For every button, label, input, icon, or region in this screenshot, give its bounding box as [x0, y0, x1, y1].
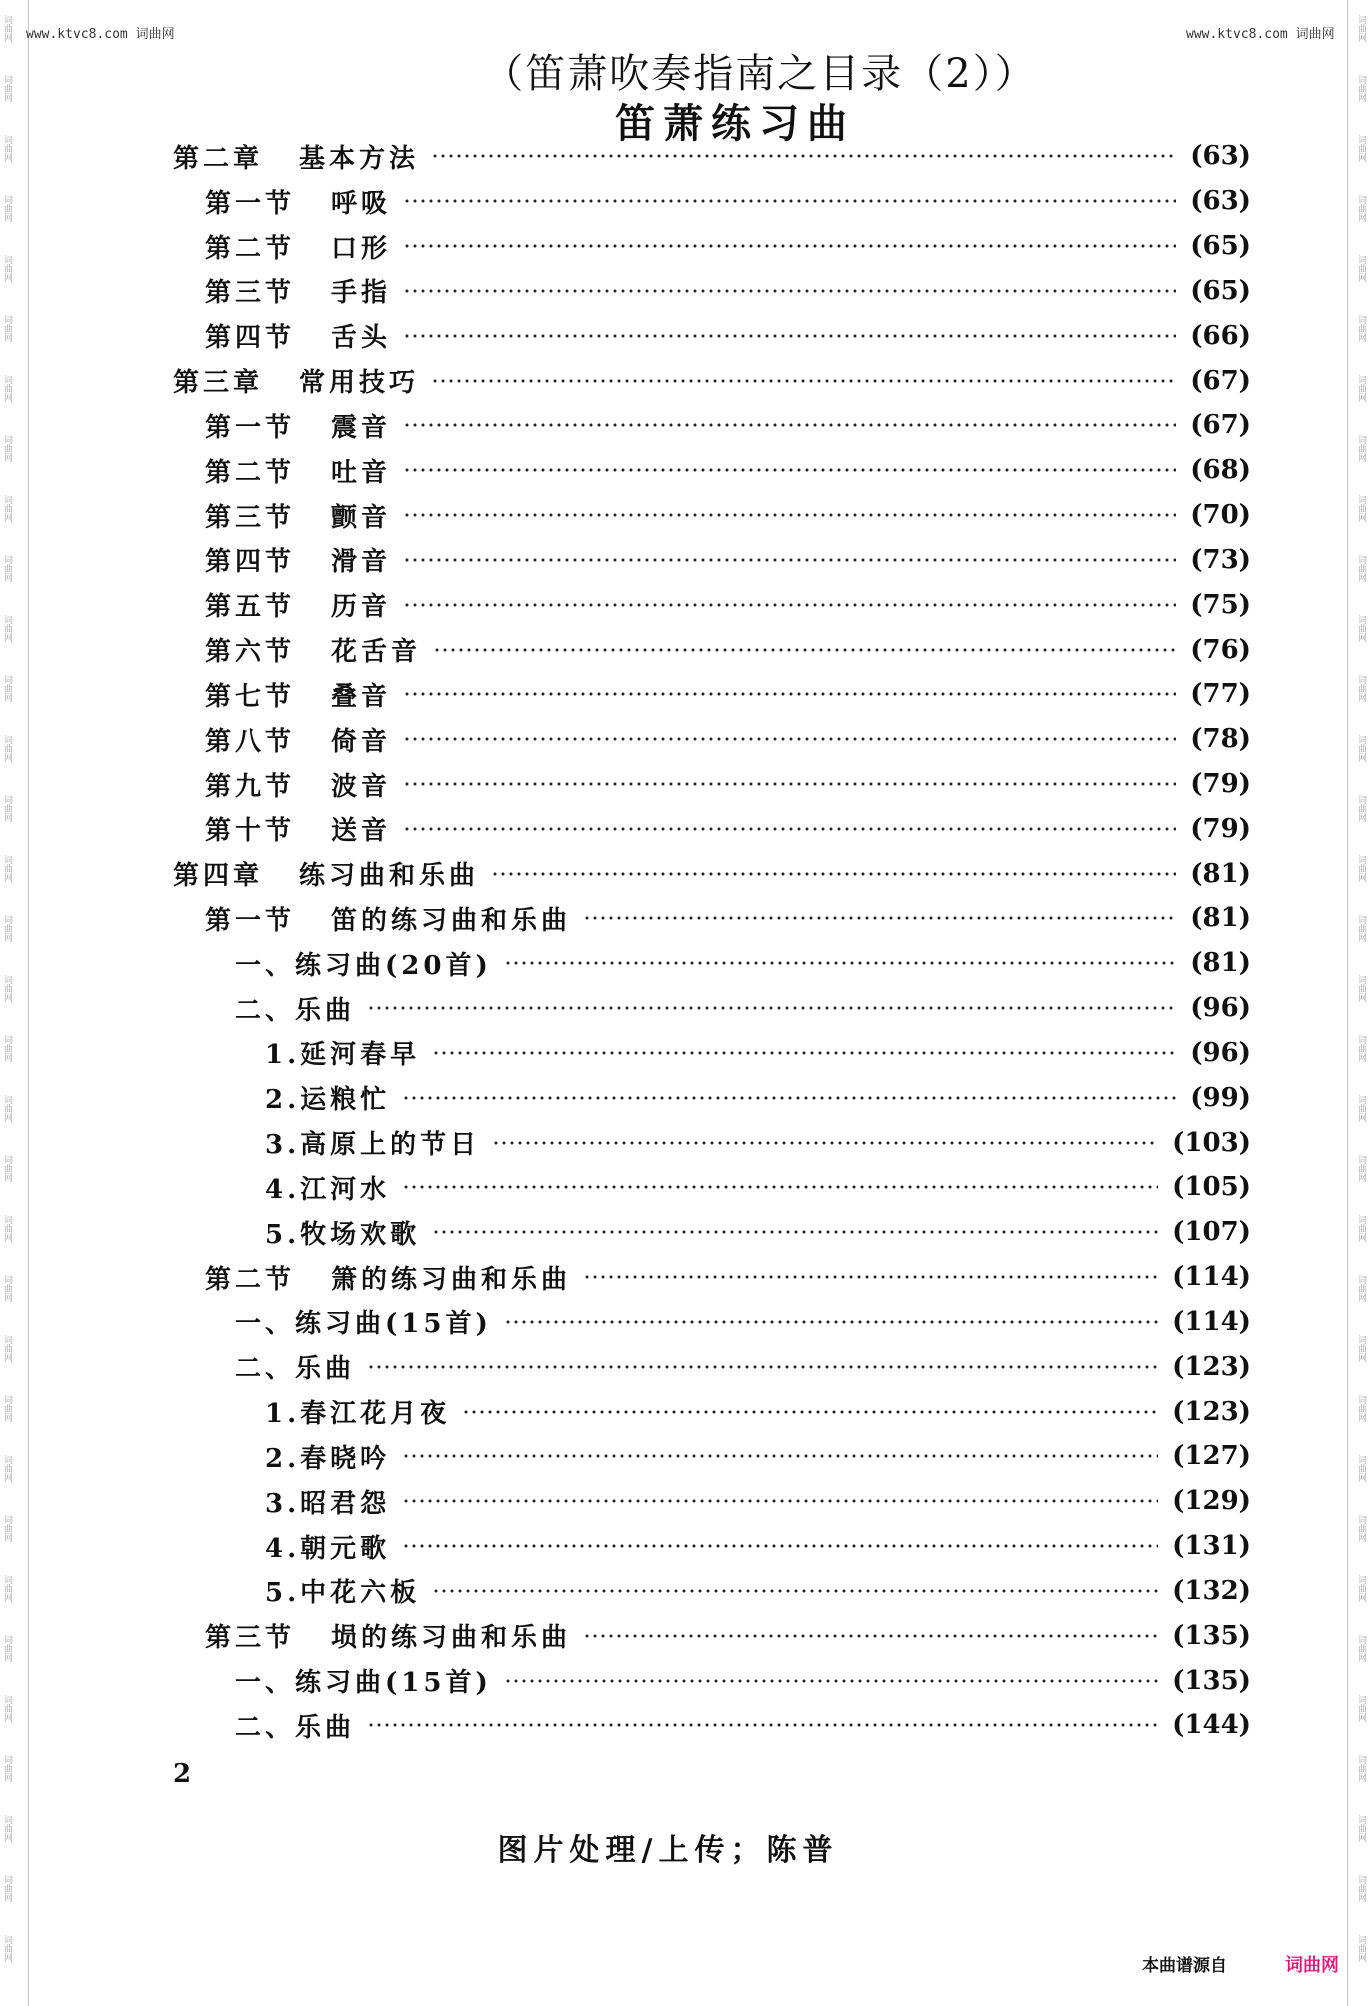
toc-section-page: (79) [1190, 813, 1251, 844]
side-watermark-text: 词曲网 [2, 1515, 12, 1542]
toc-item-row [173, 1075, 1251, 1120]
side-watermark-text: 词曲网 [2, 315, 12, 342]
toc-section-number: 第四节 [205, 547, 296, 578]
toc-item-title: 2.春晓吟 [265, 1443, 391, 1474]
side-watermark-text: 词曲网 [2, 1695, 12, 1722]
dot-leader [504, 1319, 1158, 1325]
side-watermark-text: 词曲网 [2, 255, 12, 282]
dot-leader [367, 1722, 1158, 1728]
side-watermark-text: 词曲网 [1356, 675, 1366, 702]
toc-section-title: 历音 [331, 592, 392, 623]
source-note [1142, 1955, 1339, 1977]
dot-leader [367, 1005, 1176, 1011]
toc-part-row [173, 1703, 1251, 1748]
toc-item-title: 5.牧场欢歌 [265, 1219, 421, 1250]
dot-leader [403, 467, 1176, 473]
toc-part-title: 二、乐曲 [235, 1354, 356, 1385]
toc-section-title: 震音 [331, 412, 392, 443]
toc-part-row [173, 941, 1251, 986]
toc-section-row [173, 1255, 1251, 1300]
toc-section-page: (73) [1190, 544, 1251, 575]
toc-part-row [173, 1300, 1251, 1345]
toc-item-page: (127) [1172, 1441, 1251, 1472]
side-watermark-text: 词曲网 [1356, 315, 1366, 342]
toc-item-row [173, 1479, 1251, 1524]
toc-section-number: 第十节 [205, 816, 296, 847]
side-watermark-text: 词曲网 [2, 75, 12, 102]
toc-item-row [173, 1569, 1251, 1614]
dot-leader [403, 557, 1176, 563]
toc-section-number: 第二节 [205, 1264, 296, 1295]
toc-section-title: 埙的练习曲和乐曲 [331, 1623, 572, 1654]
toc-section-page: (63) [1190, 186, 1251, 217]
dot-leader [403, 422, 1176, 428]
toc-section-row [173, 313, 1251, 358]
toc-section-title: 波音 [331, 771, 392, 802]
dot-leader [432, 1229, 1158, 1235]
toc-section-number: 第五节 [205, 592, 296, 623]
dot-leader [433, 647, 1176, 653]
side-watermark-text: 词曲网 [1356, 555, 1366, 582]
toc-section-number: 第三节 [205, 1623, 296, 1654]
side-watermark-text: 词曲网 [1356, 1035, 1366, 1062]
toc-section-page: (65) [1190, 231, 1251, 262]
side-watermark-left [2, 15, 12, 1995]
toc-chapter-page: (67) [1190, 365, 1251, 396]
side-watermark-text: 词曲网 [1356, 135, 1366, 162]
side-watermark-text: 词曲网 [2, 1755, 12, 1782]
toc-section-page: (81) [1190, 903, 1251, 934]
toc-item-page: (107) [1172, 1217, 1251, 1248]
toc-item-row [173, 1120, 1251, 1165]
side-watermark-text: 词曲网 [1356, 495, 1366, 522]
side-watermark-text: 词曲网 [2, 675, 12, 702]
toc-section-title: 叠音 [331, 681, 392, 712]
toc-item-title: 5.中花六板 [265, 1578, 421, 1609]
side-watermark-text: 词曲网 [1356, 1395, 1366, 1422]
dot-leader [403, 736, 1176, 742]
toc-chapter-row [173, 134, 1251, 179]
side-watermark-text: 词曲网 [1356, 15, 1366, 42]
side-watermark-text: 词曲网 [1356, 1815, 1366, 1842]
side-watermark-right [1356, 15, 1366, 1995]
toc-section-title: 手指 [331, 278, 392, 309]
toc-section-number: 第一节 [205, 188, 296, 219]
toc-item-page: (132) [1172, 1575, 1251, 1606]
toc-section-title: 呼吸 [331, 188, 392, 219]
toc-part-title: 二、乐曲 [235, 995, 356, 1026]
side-watermark-text: 词曲网 [2, 795, 12, 822]
toc-section-page: (79) [1190, 769, 1251, 799]
side-watermark-text: 词曲网 [1356, 75, 1366, 102]
side-watermark-text: 词曲网 [2, 915, 12, 942]
toc-section-row [173, 806, 1251, 851]
toc-section-page: (66) [1190, 320, 1251, 351]
toc-item-row [173, 1165, 1251, 1210]
toc-part-page: (81) [1190, 948, 1251, 979]
side-watermark-text: 词曲网 [1356, 975, 1366, 1002]
dot-leader [403, 691, 1176, 697]
dot-leader [491, 871, 1176, 877]
toc-section-number: 第八节 [205, 726, 296, 757]
upload-credit: 图片处理/上传；陈普 [497, 1833, 839, 1868]
toc-section-row [173, 268, 1251, 313]
toc-part-row [173, 1344, 1251, 1389]
side-watermark-text: 词曲网 [1356, 255, 1366, 282]
toc-item-title: 3.高原上的节日 [265, 1130, 481, 1161]
source-prefix: 本曲谱源自 [1142, 1956, 1227, 1976]
side-watermark-text: 词曲网 [1356, 915, 1366, 942]
side-watermark-text: 词曲网 [1356, 435, 1366, 462]
toc-section-row [173, 896, 1251, 941]
side-watermark-text: 词曲网 [1356, 1335, 1366, 1362]
side-watermark-text: 词曲网 [1356, 1695, 1366, 1722]
right-margin-line [1347, 0, 1348, 2006]
side-watermark-text: 词曲网 [2, 1275, 12, 1302]
side-watermark-text: 词曲网 [2, 1335, 12, 1362]
toc-item-title: 4.江河水 [265, 1174, 391, 1205]
dot-leader [403, 243, 1176, 249]
side-watermark-text: 词曲网 [1356, 1635, 1366, 1662]
toc-item-page: (105) [1172, 1172, 1251, 1203]
toc-chapter-row [173, 851, 1251, 896]
side-watermark-text: 词曲网 [2, 1455, 12, 1482]
side-watermark-text: 词曲网 [2, 375, 12, 402]
side-watermark-text: 词曲网 [2, 195, 12, 222]
side-watermark-text: 词曲网 [2, 1035, 12, 1062]
toc-chapter-page: (81) [1190, 858, 1251, 889]
side-watermark-text: 词曲网 [1356, 1155, 1366, 1182]
toc-chapter-number: 第三章 [173, 368, 264, 399]
side-watermark-text: 词曲网 [2, 615, 12, 642]
side-watermark-text: 词曲网 [1356, 855, 1366, 882]
toc-part-title: 一、练习曲(15首) [235, 1668, 492, 1699]
toc-section-title: 吐音 [331, 457, 392, 488]
left-margin-line [28, 0, 29, 2006]
side-watermark-text: 词曲网 [2, 1875, 12, 1902]
toc-section-page: (65) [1190, 275, 1251, 306]
side-watermark-text: 词曲网 [1356, 1215, 1366, 1242]
toc-section-page: (75) [1190, 589, 1251, 620]
toc-section-page: (135) [1172, 1620, 1251, 1651]
toc-chapter-row [173, 358, 1251, 403]
toc-section-number: 第四节 [205, 323, 296, 354]
dot-leader [504, 960, 1176, 966]
toc-section-page: (78) [1190, 724, 1251, 755]
toc-section-page: (67) [1190, 410, 1251, 441]
toc-chapter-page: (63) [1190, 141, 1251, 172]
side-watermark-text: 词曲网 [2, 735, 12, 762]
toc-section-page: (70) [1190, 500, 1251, 531]
toc-section-title: 颤音 [331, 502, 392, 533]
side-watermark-text: 词曲网 [2, 555, 12, 582]
dot-leader [403, 288, 1176, 294]
side-watermark-text: 词曲网 [2, 1215, 12, 1242]
side-watermark-text: 词曲网 [1356, 1515, 1366, 1542]
dot-leader [462, 1409, 1158, 1415]
side-watermark-text: 词曲网 [2, 1635, 12, 1662]
toc-chapter-number: 第二章 [173, 143, 264, 174]
toc-section-number: 第一节 [205, 412, 296, 443]
toc-section-number: 第二节 [205, 233, 296, 264]
dot-leader [431, 378, 1176, 384]
side-watermark-text: 词曲网 [1356, 375, 1366, 402]
toc-section-row [173, 403, 1251, 448]
toc-section-number: 第三节 [205, 278, 296, 309]
toc-section-row [173, 1613, 1251, 1658]
toc-item-page: (96) [1190, 1037, 1251, 1068]
toc-item-row [173, 1524, 1251, 1569]
toc-list [173, 134, 1251, 1748]
toc-item-row [173, 1210, 1251, 1255]
side-watermark-text: 词曲网 [1356, 195, 1366, 222]
toc-section-number: 第三节 [205, 502, 296, 533]
toc-section-page: (76) [1190, 634, 1251, 665]
dot-leader [432, 1050, 1176, 1056]
toc-item-row [173, 1434, 1251, 1479]
dot-leader [403, 826, 1176, 832]
toc-part-title: 二、乐曲 [235, 1712, 356, 1743]
toc-item-page: (123) [1172, 1396, 1251, 1427]
toc-section-page: (77) [1190, 679, 1251, 710]
dot-leader [431, 153, 1176, 159]
side-watermark-text: 词曲网 [2, 855, 12, 882]
side-watermark-text: 词曲网 [1356, 1095, 1366, 1122]
toc-section-title: 舌头 [331, 323, 392, 354]
toc-section-row [173, 762, 1251, 807]
side-watermark-text: 词曲网 [2, 1815, 12, 1842]
toc-section-row [173, 448, 1251, 493]
dot-leader [583, 915, 1176, 921]
side-watermark-text: 词曲网 [2, 1095, 12, 1122]
page-number: 2 [173, 1759, 192, 1789]
dot-leader [403, 198, 1176, 204]
toc-section-title: 滑音 [331, 547, 392, 578]
dot-leader [504, 1678, 1158, 1684]
toc-chapter-title: 常用技巧 [299, 368, 420, 399]
toc-part-page: (123) [1172, 1351, 1251, 1382]
toc-item-title: 3.昭君怨 [265, 1488, 391, 1519]
toc-item-page: (103) [1172, 1127, 1251, 1158]
toc-section-title: 送音 [331, 816, 392, 847]
toc-section-title: 倚音 [331, 726, 392, 757]
toc-chapter-title: 练习曲和乐曲 [299, 861, 480, 892]
side-watermark-text: 词曲网 [1356, 1875, 1366, 1902]
toc-item-page: (99) [1190, 1082, 1251, 1113]
dot-leader [403, 602, 1176, 608]
toc-part-page: (96) [1190, 993, 1251, 1024]
toc-part-title: 一、练习曲(15首) [235, 1309, 492, 1340]
toc-section-number: 第一节 [205, 905, 296, 936]
side-watermark-text: 词曲网 [1356, 1935, 1366, 1962]
toc-section-row [173, 179, 1251, 224]
dot-leader [403, 512, 1176, 518]
side-watermark-text: 词曲网 [2, 1155, 12, 1182]
dot-leader [492, 1140, 1158, 1146]
side-watermark-text: 词曲网 [2, 495, 12, 522]
side-watermark-text: 词曲网 [2, 15, 12, 42]
side-watermark-text: 词曲网 [2, 975, 12, 1002]
toc-item-title: 1.延河春早 [265, 1040, 421, 1071]
dot-leader [432, 1588, 1158, 1594]
side-watermark-text: 词曲网 [2, 135, 12, 162]
side-watermark-text: 词曲网 [2, 1395, 12, 1422]
toc-section-row [173, 224, 1251, 269]
dot-leader [367, 1364, 1158, 1370]
toc-section-number: 第七节 [205, 681, 296, 712]
side-watermark-text: 词曲网 [1356, 1455, 1366, 1482]
toc-chapter-number: 第四章 [173, 861, 264, 892]
toc-section-title: 箫的练习曲和乐曲 [331, 1264, 572, 1295]
side-watermark-text: 词曲网 [2, 435, 12, 462]
toc-section-row [173, 717, 1251, 762]
toc-item-row [173, 1389, 1251, 1434]
side-watermark-text: 词曲网 [1356, 1275, 1366, 1302]
toc-item-title: 1.春江花月夜 [265, 1399, 451, 1430]
dot-leader [583, 1633, 1158, 1639]
toc-part-page: (135) [1172, 1665, 1251, 1696]
toc-item-page: (129) [1172, 1486, 1251, 1517]
dot-leader [583, 1274, 1158, 1280]
toc-section-title: 花舌音 [331, 637, 422, 668]
toc-section-row [173, 537, 1251, 582]
source-site-name: 词曲网 [1285, 1955, 1339, 1976]
toc-section-number: 第六节 [205, 637, 296, 668]
side-watermark-text: 词曲网 [1356, 615, 1366, 642]
side-watermark-text: 词曲网 [1356, 1575, 1366, 1602]
toc-item-page: (131) [1172, 1531, 1251, 1562]
dot-leader [402, 1095, 1176, 1101]
dot-leader [402, 1543, 1158, 1549]
dot-leader [402, 1453, 1158, 1459]
dot-leader [403, 781, 1176, 787]
toc-section-row [173, 627, 1251, 672]
toc-section-page: (114) [1172, 1262, 1251, 1293]
toc-part-page: (144) [1172, 1710, 1251, 1741]
toc-part-row [173, 986, 1251, 1031]
side-watermark-text: 词曲网 [2, 1935, 12, 1962]
page-subtitle: 笛萧练习曲 [615, 100, 855, 147]
side-watermark-text: 词曲网 [1356, 735, 1366, 762]
top-left-watermark: www.ktvc8.com 词曲网 [26, 27, 175, 42]
dot-leader [403, 333, 1176, 339]
toc-section-number: 第二节 [205, 457, 296, 488]
toc-section-row [173, 672, 1251, 717]
toc-section-title: 笛的练习曲和乐曲 [331, 905, 572, 936]
toc-section-page: (68) [1190, 455, 1251, 486]
toc-section-title: 口形 [331, 233, 392, 264]
toc-item-title: 2.运粮忙 [265, 1085, 391, 1116]
page-title: （笛萧吹奏指南之目录（2）） [483, 51, 1037, 97]
side-watermark-text: 词曲网 [2, 1575, 12, 1602]
toc-section-row [173, 582, 1251, 627]
side-watermark-text: 词曲网 [1356, 1755, 1366, 1782]
toc-section-number: 第九节 [205, 771, 296, 802]
toc-item-title: 4.朝元歌 [265, 1533, 391, 1564]
toc-part-page: (114) [1172, 1306, 1251, 1337]
dot-leader [402, 1184, 1158, 1190]
toc-part-title: 一、练习曲(20首) [235, 950, 492, 981]
top-right-watermark: www.ktvc8.com 词曲网 [1186, 27, 1335, 42]
toc-section-row [173, 493, 1251, 538]
toc-chapter-title: 基本方法 [299, 143, 420, 174]
dot-leader [402, 1498, 1158, 1504]
toc-part-row [173, 1658, 1251, 1703]
toc-item-row [173, 1031, 1251, 1076]
side-watermark-text: 词曲网 [1356, 795, 1366, 822]
